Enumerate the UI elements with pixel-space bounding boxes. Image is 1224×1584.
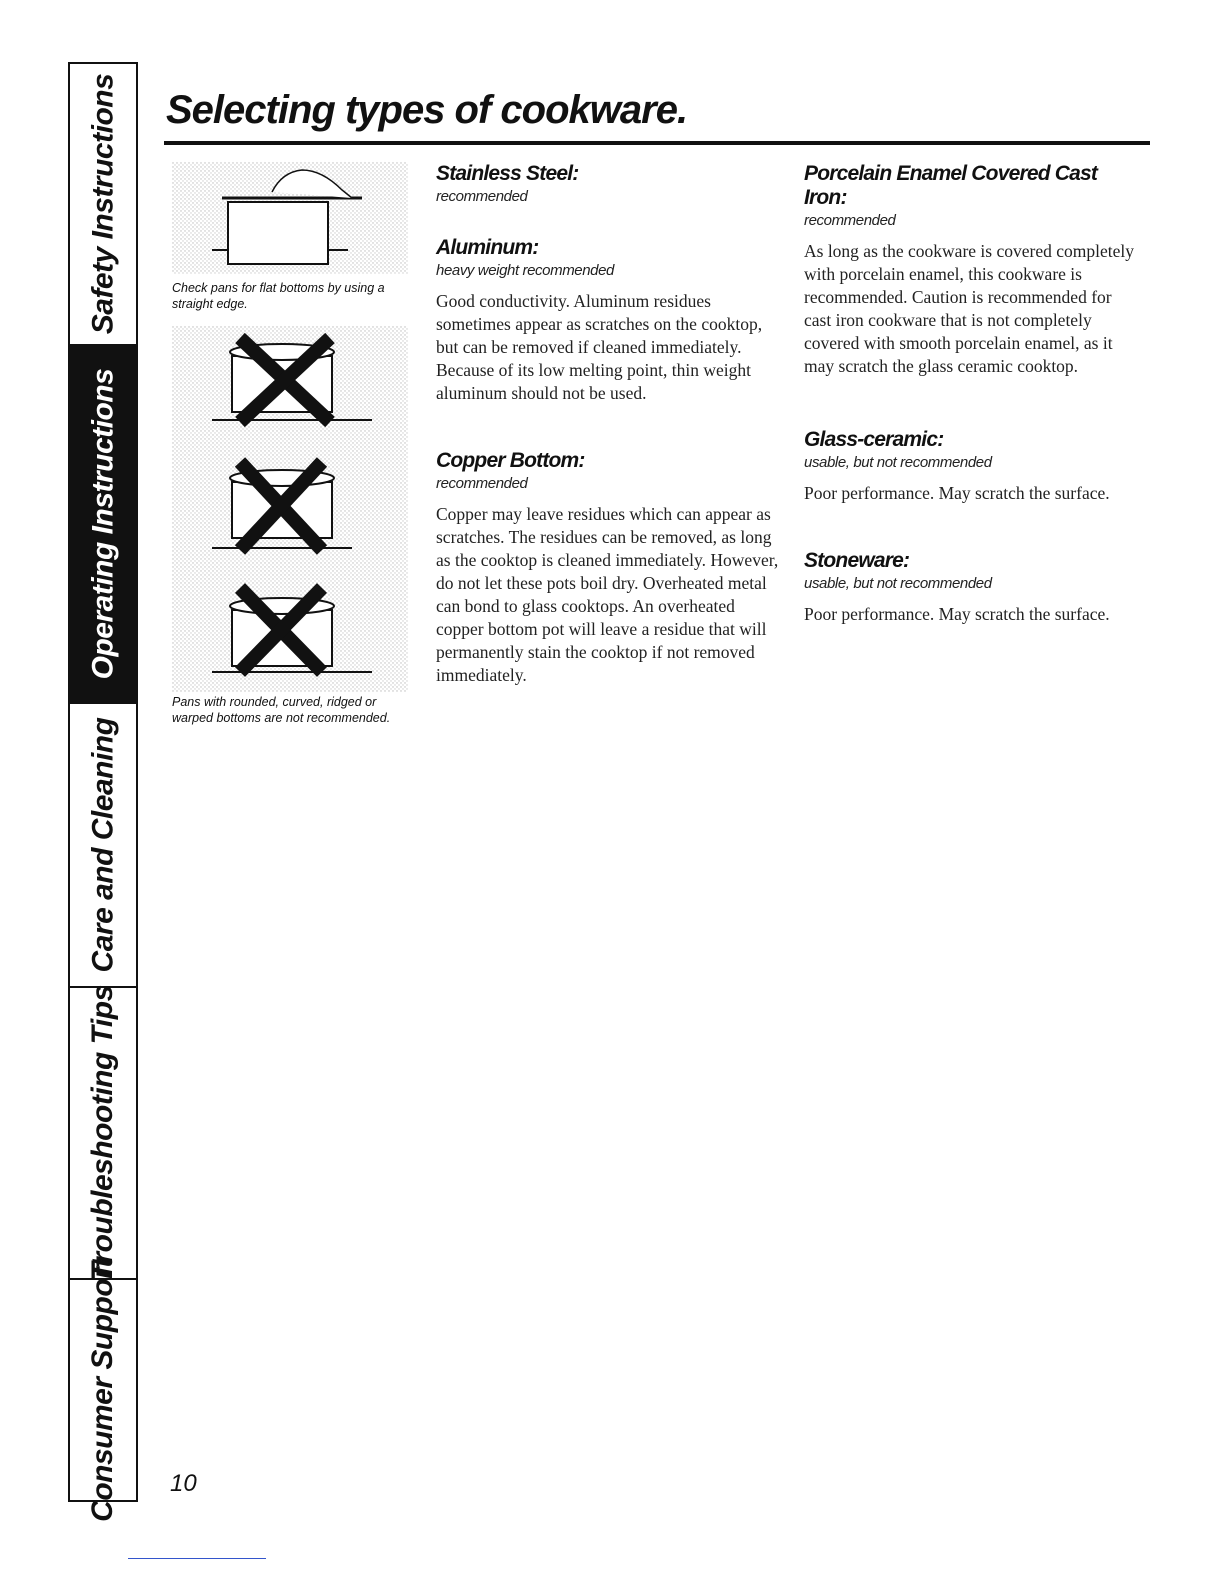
tab-troubleshooting-tips[interactable]: Troubleshooting Tips (70, 988, 136, 1280)
bad-pans-illustration (172, 326, 408, 692)
heading-stoneware: Stoneware: (804, 549, 910, 572)
section-aluminum (436, 236, 781, 405)
tab-consumer-support[interactable]: Consumer Support (86, 1258, 120, 1522)
page-title: Selecting types of cookware. (166, 88, 688, 132)
rating-glass-ceramic: usable, but not recommended (804, 454, 992, 471)
rating-stoneware: usable, but not recommended (804, 575, 992, 592)
heading-glass-ceramic: Glass-ceramic: (804, 428, 944, 451)
title-rule (164, 141, 1150, 145)
rating-porcelain-enamel: recommended (804, 212, 896, 229)
heading-aluminum: Aluminum: (436, 236, 539, 259)
rating-stainless-steel: recommended (436, 188, 528, 205)
column-middle (436, 162, 781, 687)
page-number: 10 (170, 1470, 197, 1497)
heading-copper-bottom: Copper Bottom: (436, 449, 585, 472)
caption-rounded-bottoms: Pans with rounded, curved, ridged or warped bottoms are not recommended. (172, 695, 391, 725)
heading-porcelain-enamel: Porcelain Enamel Covered Cast Iron: (804, 162, 1098, 209)
section-glass-ceramic (804, 428, 1134, 505)
body-stoneware: Poor performance. May scratch the surface. (804, 604, 1110, 624)
body-glass-ceramic: Poor performance. May scratch the surface. (804, 483, 1110, 503)
tab-operating-instructions[interactable]: Operating Instructions (70, 346, 136, 704)
section-stoneware (804, 549, 1134, 626)
section-porcelain-enamel (804, 162, 1134, 378)
section-tabs (68, 62, 138, 1522)
rating-copper-bottom: recommended (436, 475, 528, 492)
ridged-pan-icon (212, 462, 352, 550)
tab-care-and-cleaning[interactable]: Care and Cleaning (70, 704, 136, 988)
section-stainless-steel (436, 162, 781, 206)
footer-line (128, 1558, 266, 1559)
body-porcelain-enamel: As long as the cookware is covered completely with porcelain enamel, this cookware is recommended. Caution is recommended for cast iron cookware that is not completely covered with smooth porcelain enamel, as it may scratch the glass ceramic cooktop. (804, 241, 1134, 376)
body-aluminum: Good conductivity. Aluminum residues sometimes appear as scratches on the cooktop, but can be removed if cleaned immediately. Because of its low melting point, thin weight aluminum should not be used. (436, 291, 763, 403)
column-right (804, 162, 1134, 626)
flat-pan-illustration (172, 162, 408, 274)
rating-aluminum: heavy weight recommended (436, 262, 615, 279)
heading-stainless-steel: Stainless Steel: (436, 162, 579, 185)
section-copper-bottom (436, 449, 781, 687)
caption-flat-bottoms: Check pans for flat bottoms by using a straight edge. (172, 281, 385, 311)
body-copper-bottom: Copper may leave residues which can appear as scratches. The residues can be removed, as long as the cooktop is cleaned immediately. However, do not let these pots boil dry. Overheated metal can bond to glass cooktops. An overheated copper bottom pot will leave a residue that will permanently stain the cooktop if not removed immediately. (436, 504, 779, 685)
tab-safety-instructions[interactable]: Safety Instructions (70, 64, 136, 346)
